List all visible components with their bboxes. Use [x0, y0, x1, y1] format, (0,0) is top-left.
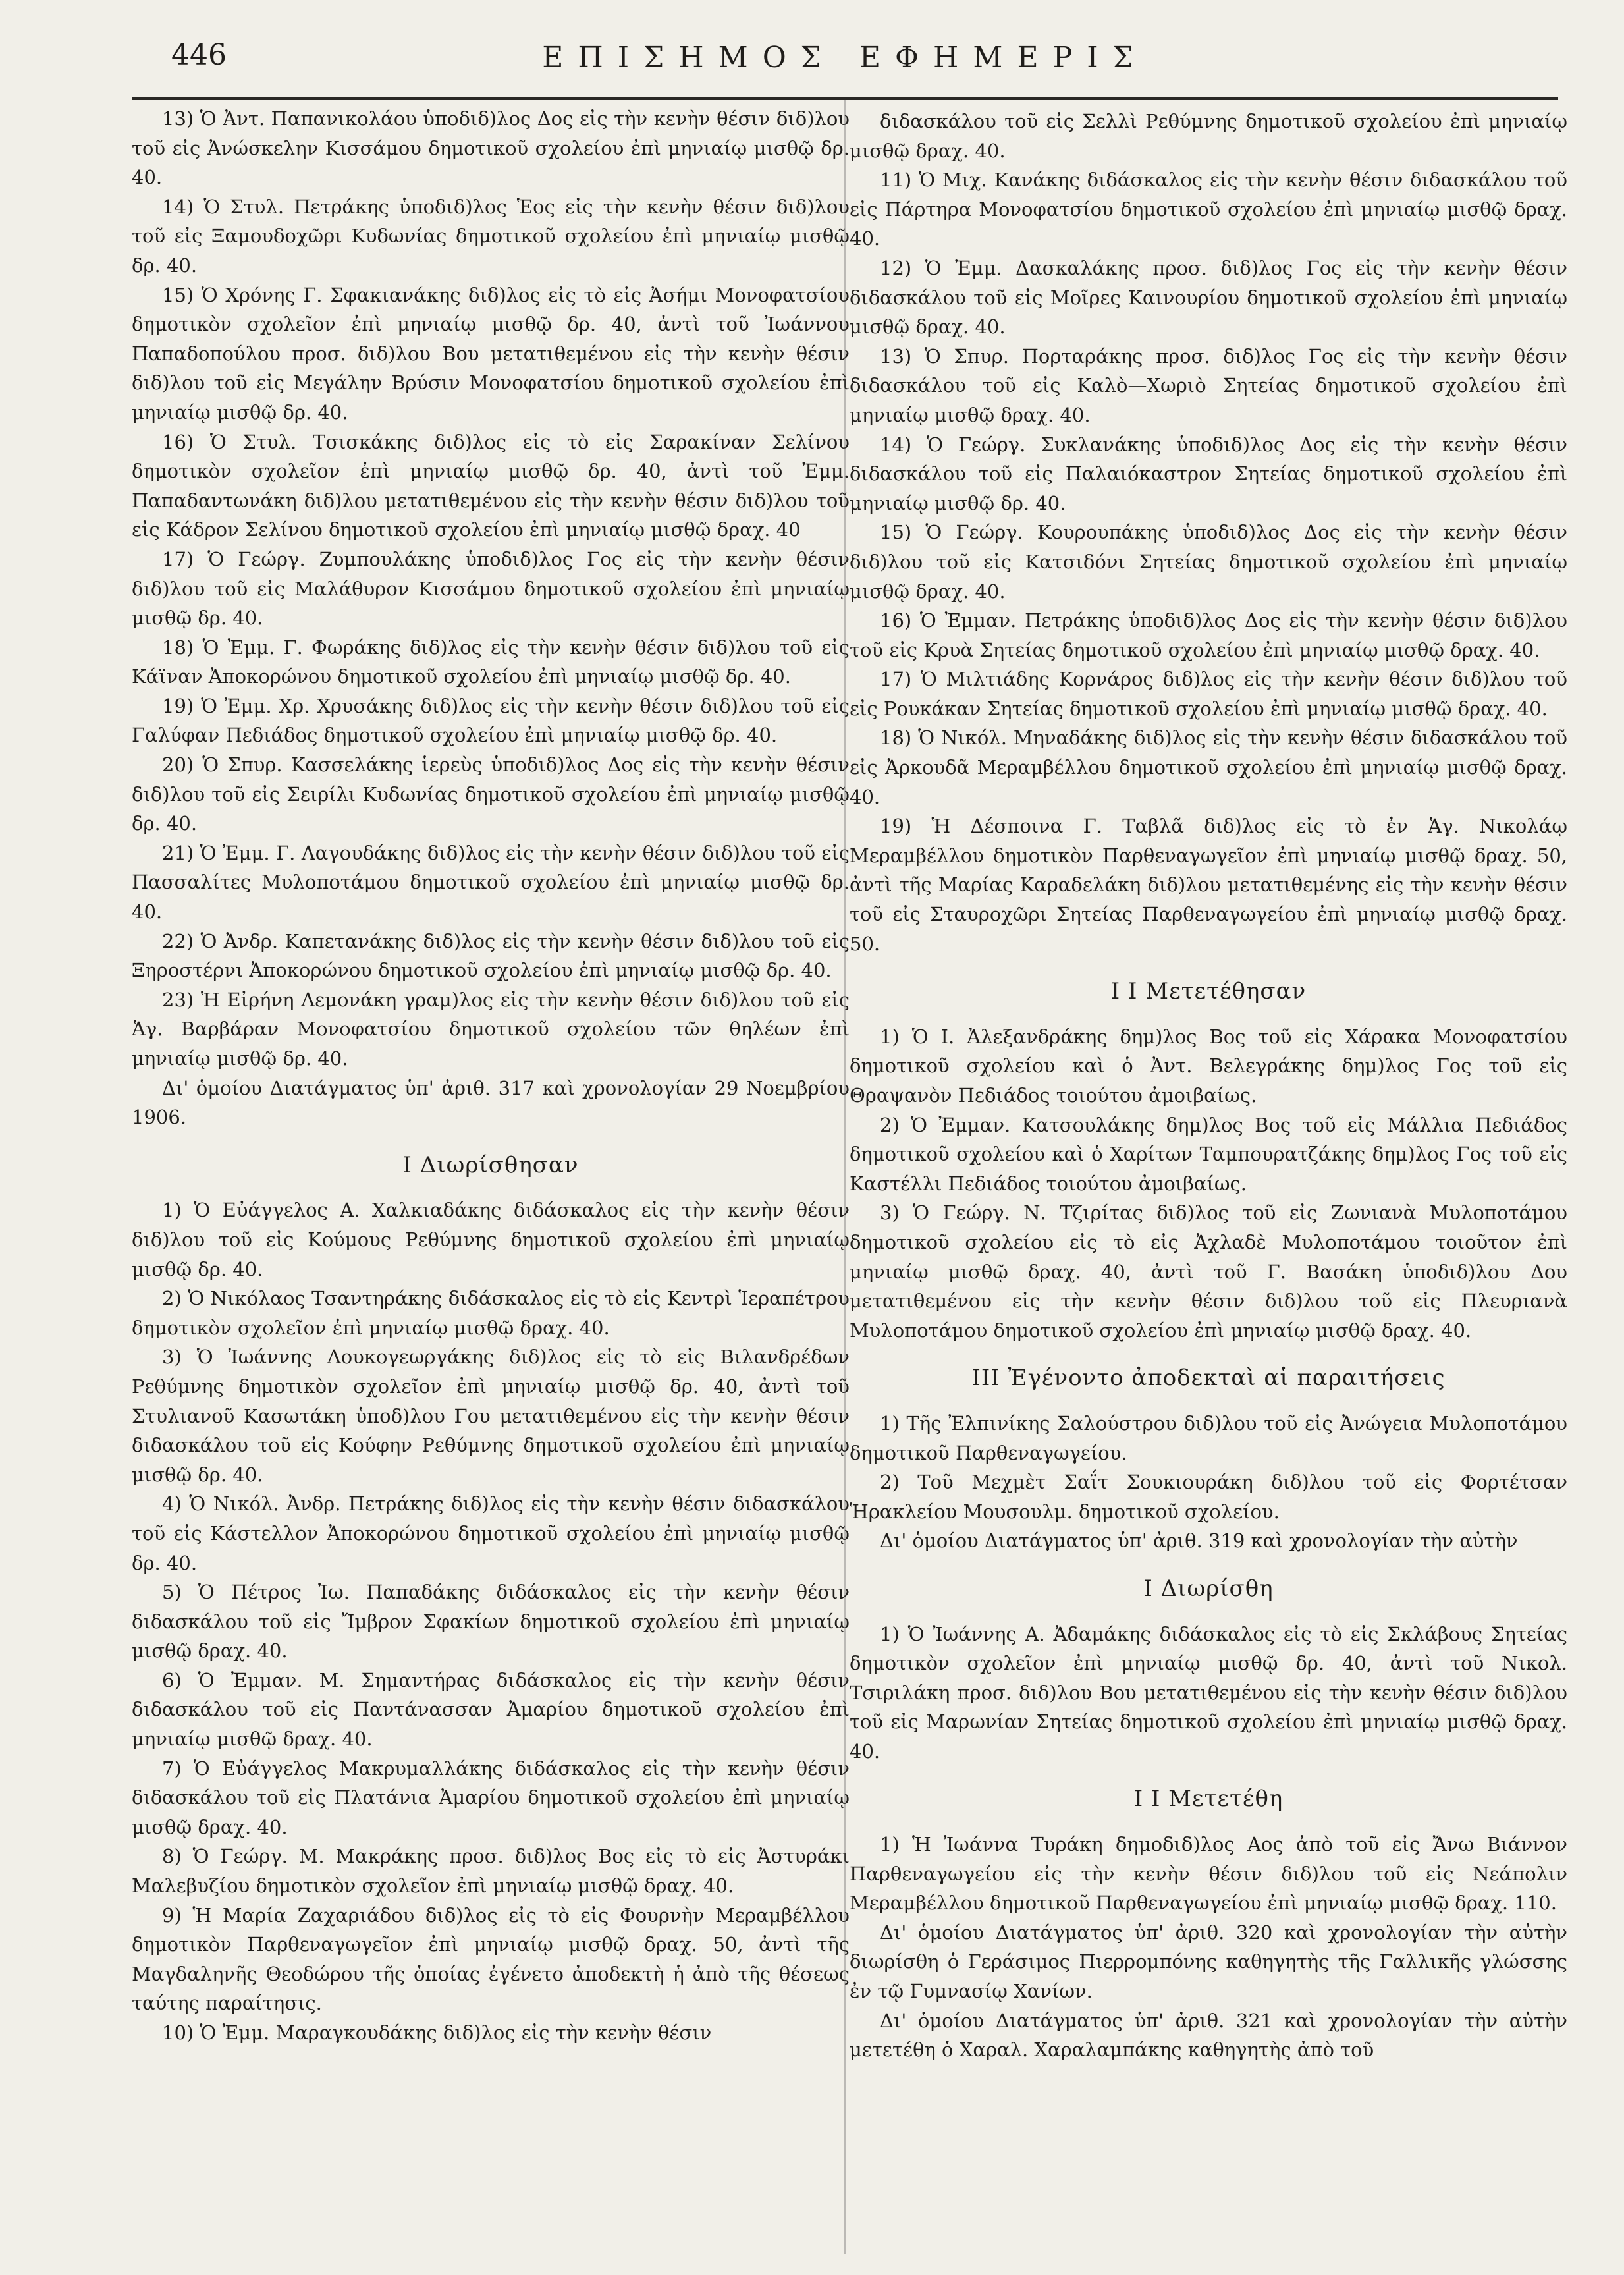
decree-paragraph: 7) Ὁ Εὐάγγελος Μακρυμαλλάκης διδάσκαλος εἰς τὴν κενὴν θέσιν διδασκάλου τοῦ εἰς Πλατάνια Ἀμαρίου δημοτικοῦ σχολείου ἐπὶ μηνιαίῳ μισθῷ δραχ. 40. [132, 1757, 850, 1838]
decree-paragraph: 4) Ὁ Νικόλ. Ἀνδρ. Πετράκης διδ)λος εἰς τὴν κενὴν θέσιν διδασκάλου τοῦ εἰς Κάστελλον Ἀποκορώνου δημοτικοῦ σχολείου ἐπὶ μηνιαίῳ μισθῷ δρ. 40. [132, 1493, 850, 1574]
section-heading-transferred: Ι Ι Μετετέθησαν [1110, 978, 1307, 1005]
transfer-single-items [850, 1830, 1567, 2065]
decree-paragraph: 1) Ὁ Ι. Ἀλεξανδράκης δημ)λος Βος τοῦ εἰς Χάρακα Μονοφατσίου δημοτικοῦ σχολείου καὶ ὁ Ἀντ. Βελεγράκης δημ)λος Γος τοῦ εἰς Θραψανὸν Πεδιάδος τοιούτου ἀμοιβαίως. [850, 1025, 1567, 1107]
decree-paragraph: 2) Ὁ Νικόλαος Τσαντηράκης διδάσκαλος εἰς τὸ εἰς Κεντρὶ Ἱεραπέτρου δημοτικὸν σχολεῖον ἐπὶ μηνιαίῳ μισθῷ δραχ. 40. [132, 1287, 850, 1339]
decree-paragraph: 16) Ὁ Ἐμμαν. Πετράκης ὑποδιδ)λος Δος εἰς τὴν κενὴν θέσιν διδ)λου τοῦ εἰς Κρυὰ Σητείας δημοτικοῦ σχολείου ἐπὶ μηνιαίῳ μισθῷ δραχ. 40. [850, 609, 1567, 661]
decree-paragraph: Δι' ὁμοίου Διατάγματος ὑπ' ἀριθ. 321 καὶ χρονολογίαν τὴν αὐτὴν μετετέθη ὁ Χαραλ. Χαραλαμπάκης καθηγητὴς ἀπὸ τοῦ [850, 2009, 1567, 2062]
decree-paragraph: 2) Τοῦ Μεχμὲτ Σαΐτ Σουκιουράκη διδ)λου τοῦ εἰς Φορτέτσαν Ἡρακλείου Μουσουλμ. δημοτικοῦ σχολείου. [850, 1471, 1567, 1523]
decree-paragraph: 17) Ὁ Γεώργ. Ζυμπουλάκης ὑποδιδ)λος Γος εἰς τὴν κενὴν θέσιν διδ)λου τοῦ εἰς Μαλάθυρον Κισσάμου δημοτικοῦ σχολείου ἐπὶ μηνιαίῳ μισθῷ δρ. 40. [132, 547, 850, 630]
decree-paragraph: 22) Ὁ Ἀνδρ. Καπετανάκης διδ)λος εἰς τὴν κενὴν θέσιν διδ)λου τοῦ εἰς Ξηροστέρνι Ἀποκορώνου δημοτικοῦ σχολείου ἐπὶ μηνιαίῳ μισθῷ δρ. 40. [132, 929, 850, 982]
transfer-items [850, 1022, 1567, 1346]
decree-paragraph: 3) Ὁ Ἰωάννης Λουκογεωργάκης διδ)λος εἰς τὸ εἰς Βιλανδρέδων Ρεθύμνης δημοτικὸν σχολεῖον ἐπὶ μηνιαίῳ μισθῷ δρ. 40, ἀντὶ τοῦ Στυλιανοῦ Κασωτάκη ὑποδ)λου Γου μετατιθεμένου εἰς τὴν κενὴν θέσιν διδασκάλου τοῦ εἰς Κούφην Ρεθύμνης δημοτικοῦ σχολείου ἐπὶ μηνιαίῳ μισθῷ δρ. 40. [132, 1346, 850, 1486]
decree-items-continued [850, 107, 1567, 958]
decree-paragraph: 5) Ὁ Πέτρος Ἰω. Παπαδάκης διδάσκαλος εἰς τὴν κενὴν θέσιν διδασκάλου τοῦ εἰς Ἴμβρον Σφακίων δημοτικοῦ σχολείου ἐπὶ μηνιαίῳ μισθῷ δραχ. 40. [132, 1581, 850, 1662]
decree-paragraph: 1) Ὁ Εὐάγγελος Α. Χαλκιαδάκης διδάσκαλος εἰς τὴν κενὴν θέσιν διδ)λου τοῦ εἰς Κούμους Ρεθύμνης δημοτικοῦ σχολείου ἐπὶ μηνιαίῳ μισθῷ δρ. 40. [132, 1199, 850, 1280]
decree-paragraph: 9) Ἡ Μαρία Ζαχαριάδου διδ)λος εἰς τὸ εἰς Φουρνὴν Μεραμβέλλου δημοτικὸν Παρθεναγωγεῖον ἐπὶ μηνιαίῳ μισθῷ δραχ. 50, ἀντὶ τῆς Μαγδαληνῆς Θεοδώρου τῆς ὁποίας ἐγένετο ἀποδεκτὴ ἡ ἀπὸ τῆς θέσεως ταύτης παραίτησις. [132, 1904, 850, 2015]
decree-paragraph: 21) Ὁ Ἐμμ. Γ. Λαγουδάκης διδ)λος εἰς τὴν κενὴν θέσιν διδ)λου τοῦ εἰς Πασσαλίτες Μυλοποτάμου δημοτικοῦ σχολείου ἐπὶ μηνιαίῳ μισθῷ δρ. 40. [132, 841, 850, 923]
decree-paragraph: Δι' ὁμοίου Διατάγματος ὑπ' ἀριθ. 317 καὶ χρονολογίαν 29 Νοεμβρίου 1906. [132, 1076, 850, 1129]
decree-paragraph: διδασκάλου τοῦ εἰς Σελλὶ Ρεθύμνης δημοτικοῦ σχολείου ἐπὶ μηνιαίῳ μισθῷ δραχ. 40. [850, 110, 1567, 162]
left-column [132, 104, 850, 2258]
section-heading-appointed-single: Ι Διωρίσθη [1143, 1575, 1274, 1602]
decree-paragraph: 16) Ὁ Στυλ. Τσισκάκης διδ)λος εἰς τὸ εἰς Σαρακίναν Σελίνου δημοτικὸν σχολεῖον ἐπὶ μηνιαίῳ μισθῷ δρ. 40, ἀντὶ τοῦ Ἐμμ. Παπαδαντωνάκη διδ)λου μετατιθεμένου εἰς τὴν κενὴν θέσιν διδ)λου τοῦ εἰς Κάδρον Σελίνου δημοτικοῦ σχολείου ἐπὶ μηνιαίῳ μισθῷ δραχ. 40 [132, 430, 850, 541]
section-heading-transferred-single: Ι Ι Μετετέθη [1133, 1786, 1284, 1813]
decree-paragraph: 15) Ὁ Χρόνης Γ. Σφακιανάκης διδ)λος εἰς τὸ εἰς Ἀσήμι Μονοφατσίου δημοτικὸν σχολεῖον ἐπὶ μηνιαίῳ μισθῷ δρ. 40, ἀντὶ τοῦ Ἰωάννου Παπαδοπούλου προσ. διδ)λου Βου μετατιθεμένου εἰς τὴν κενὴν θέσιν διδ)λου τοῦ εἰς Μεγάλην Βρύσιν Μονοφατσίου δημοτικοῦ σχολείου ἐπὶ μηνιαίῳ μισθῷ δρ. 40. [132, 283, 850, 424]
decree-paragraph: 14) Ὁ Γεώργ. Συκλανάκης ὑποδιδ)λος Δος εἰς τὴν κενὴν θέσιν διδασκάλου τοῦ εἰς Παλαιόκαστρον Σητείας δημοτικοῦ σχολείου ἐπὶ μηνιαίῳ μισθῷ δρ. 40. [850, 433, 1567, 514]
decree-items-b [132, 1195, 850, 2047]
section-heading-resignations: ΙΙΙ Ἐγένοντο ἀποδεκταὶ αἱ παραιτήσεις [971, 1365, 1446, 1392]
decree-paragraph: 6) Ὁ Ἐμμαν. Μ. Σημαντήρας διδάσκαλος εἰς τὴν κενὴν θέσιν διδασκάλου τοῦ εἰς Παντάνασσαν Ἀμαρίου δημοτικοῦ σχολείου ἐπὶ μηνιαίῳ μισθῷ δραχ. 40. [132, 1668, 850, 1751]
decree-paragraph: 1) Ἡ Ἰωάννα Τυράκη δημοδιδ)λος Αος ἀπὸ τοῦ εἰς Ἄνω Βιάννον Παρθεναγωγείου εἰς τὴν κενὴν θέσιν διδ)λου τοῦ εἰς Νεάπολιν Μεραμβέλλου δημοτικοῦ Παρθεναγωγείου ἐπὶ μηνιαίῳ μισθῷ δραχ. 110. [850, 1833, 1567, 1915]
decree-paragraph: 3) Ὁ Γεώργ. Ν. Τζιρίτας διδ)λος τοῦ εἰς Ζωνιανὰ Μυλοποτάμου δημοτικοῦ σχολείου εἰς τὸ εἰς Ἀχλαδὲ Μυλοποτάμου τοιοῦτον ἐπὶ μηνιαίῳ μισθῷ δραχ. 40, ἀντὶ τοῦ Γ. Βασάκη ὑποδιδ)λου Δου μετατιθεμένου εἰς τὴν κενὴν θέσιν διδ)λου τοῦ εἰς Πλευριανὰ Μυλοποτάμου δημοτικοῦ σχολείου ἐπὶ μηνιαίῳ μισθῷ δραχ. 40. [850, 1201, 1567, 1342]
decree-paragraph: 19) Ἡ Δέσποινα Γ. Ταβλᾶ διδ)λος εἰς τὸ ἐν Ἁγ. Νικολάῳ Μεραμβέλλου δημοτικὸν Παρθεναγωγεῖον ἐπὶ μηνιαίῳ μισθῷ δραχ. 50, ἀντὶ τῆς Μαρίας Καραδελάκη διδ)λου μετατιθεμένης εἰς τὴν κενὴν θέσιν τοῦ εἰς Σταυροχῶρι Σητείας Παρθεναγωγείου ἐπὶ μηνιαίῳ μισθῷ δραχ. 50. [850, 815, 1567, 955]
decree-paragraph: 23) Ἡ Εἰρήνη Λεμονάκη γραμ)λος εἰς τὴν κενὴν θέσιν διδ)λου τοῦ εἰς Ἁγ. Βαρβάραν Μονοφατσίου δημοτικοῦ σχολείου τῶν θηλέων ἐπὶ μηνιαίῳ μισθῷ δρ. 40. [132, 988, 850, 1070]
decree-paragraph: 17) Ὁ Μιλτιάδης Κορνάρος διδ)λος εἰς τὴν κενὴν θέσιν διδ)λου τοῦ εἰς Ρουκάκαν Σητείας δημοτικοῦ σχολείου ἐπὶ μηνιαίῳ μισθῷ δραχ. 40. [850, 668, 1567, 720]
decree-paragraph: 14) Ὁ Στυλ. Πετράκης ὑποδιδ)λος Ἑος εἰς τὴν κενὴν θέσιν διδ)λου τοῦ εἰς Ξαμουδοχῶρι Κυδωνίας δημοτικοῦ σχολείου ἐπὶ μηνιαίῳ μισθῷ δρ. 40. [132, 195, 850, 277]
decree-paragraph: 12) Ὁ Ἐμμ. Δασκαλάκης προσ. διδ)λος Γος εἰς τὴν κενὴν θέσιν διδασκάλου τοῦ εἰς Μοῖρες Καινουρίου δημοτικοῦ σχολείου ἐπὶ μηνιαίῳ μισθῷ δραχ. 40. [850, 256, 1567, 339]
page-number: 446 [171, 38, 227, 72]
decree-paragraph: 10) Ὁ Ἐμμ. Μαραγκουδάκης διδ)λος εἰς τὴν κενὴν θέσιν [162, 2021, 712, 2044]
decree-paragraph: Δι' ὁμοίου Διατάγματος ὑπ' ἀριθ. 320 καὶ χρονολογίαν τὴν αὐτὴν διωρίσθη ὁ Γεράσιμος Πιερρομπόνης καθηγητὴς τῆς Γαλλικῆς γλώσσης ἐν τῷ Γυμνασίῳ Χανίων. [850, 1921, 1567, 2003]
decree-paragraph: 1) Τῆς Ἐλπινίκης Σαλούστρου διδ)λου τοῦ εἰς Ἀνώγεια Μυλοποτάμου δημοτικοῦ Παρθεναγωγείου. [850, 1412, 1567, 1464]
decree-paragraph: 1) Ὁ Ἰωάννης Α. Ἀδαμάκης διδάσκαλος εἰς τὸ εἰς Σκλάβους Σητείας δημοτικὸν σχολεῖον ἐπὶ μηνιαίῳ μισθῷ δρ. 40, ἀντὶ τοῦ Νικολ. Τσιριλάκη προσ. διδ)λου Βου μετατιθεμένου εἰς τὴν κενὴν θέσιν διδ)λου τοῦ εἰς Μαρωνίαν Σητείας δημοτικοῦ σχολείου ἐπὶ μηνιαίῳ μισθῷ δραχ. 40. [850, 1622, 1567, 1763]
decree-paragraph: 18) Ὁ Νικόλ. Μηναδάκης διδ)λος εἰς τὴν κενὴν θέσιν διδασκάλου τοῦ εἰς Ἀρκουδᾶ Μεραμβέλλου δημοτικοῦ σχολείου ἐπὶ μηνιαίῳ μισθῷ δραχ. 40. [850, 726, 1567, 808]
section-heading-appointed: Ι Διωρίσθησαν [402, 1151, 579, 1178]
decree-paragraph: 2) Ὁ Ἐμμαν. Κατσουλάκης δημ)λος Βος τοῦ εἰς Μάλλια Πεδιάδος δημοτικοῦ σχολείου καὶ ὁ Χαρίτων Ταμπουρατζάκης δημ)λος Γος τοῦ εἰς Καστέλλι Πεδιάδος τοιούτου ἀμοιβαίως. [850, 1113, 1567, 1195]
decree-paragraph: 20) Ὁ Σπυρ. Κασσελάκης ἱερεὺς ὑποδιδ)λος Δος εἰς τὴν κενὴν θέσιν διδ)λου τοῦ εἰς Σειρίλι Κυδωνίας δημοτικοῦ σχολείου ἐπὶ μηνιαίῳ μισθῷ δρ. 40. [132, 754, 850, 835]
decree-paragraph: 11) Ὁ Μιχ. Κανάκης διδάσκαλος εἰς τὴν κενὴν θέσιν διδασκάλου τοῦ εἰς Πάρτηρα Μονοφατσίου δημοτικοῦ σχολείου ἐπὶ μηνιαίῳ μισθῷ δραχ. 40. [850, 169, 1567, 250]
decree-paragraph: 19) Ὁ Ἐμμ. Χρ. Χρυσάκης διδ)λος εἰς τὴν κενὴν θέσιν διδ)λου τοῦ εἰς Γαλύφαν Πεδιάδος δημοτικοῦ σχολείου ἐπὶ μηνιαίῳ μισθῷ δρ. 40. [132, 694, 850, 747]
column-divider [844, 100, 846, 2254]
decree-items-a [132, 104, 850, 1132]
page-header [132, 33, 1558, 82]
decree-paragraph: Δι' ὁμοίου Διατάγματος ὑπ' ἀριθ. 319 καὶ χρονολογίαν τὴν αὐτὴν [880, 1529, 1518, 1552]
resignation-items [850, 1409, 1567, 1556]
right-column [850, 107, 1567, 2261]
decree-paragraph: 13) Ὁ Σπυρ. Πορταράκης προσ. διδ)λος Γος εἰς τὴν κενὴν θέσιν διδασκάλου τοῦ εἰς Καλὸ—Χωριὸ Σητείας δημοτικοῦ σχολείου ἐπὶ μηνιαίῳ μισθῷ δραχ. 40. [850, 344, 1567, 426]
decree-paragraph: 13) Ὁ Ἀντ. Παπανικολάου ὑποδιδ)λος Δος εἰς τὴν κενὴν θέσιν διδ)λου τοῦ εἰς Ἀνώσκελην Κισσάμου δημοτικοῦ σχολείου ἐπὶ μηνιαίῳ μισθῷ δρ. 40. [132, 107, 850, 189]
appointment-items [850, 1620, 1567, 1767]
decree-paragraph: 8) Ὁ Γεώργ. Μ. Μακράκης προσ. διδ)λος Βος εἰς τὸ εἰς Ἀστυράκι Μαλεβυζίου δημοτικὸν σχολεῖον ἐπὶ μηνιαίῳ μισθῷ δραχ. 40. [132, 1845, 850, 1898]
decree-paragraph: 18) Ὁ Ἐμμ. Γ. Φωράκης διδ)λος εἰς τὴν κενὴν θέσιν διδ)λου τοῦ εἰς Κάϊναν Ἀποκορώνου δημοτικοῦ σχολείου ἐπὶ μηνιαίῳ μισθῷ δρ. 40. [132, 636, 850, 688]
decree-paragraph: 15) Ὁ Γεώργ. Κουρουπάκης ὑποδιδ)λος Δος εἰς τὴν κενὴν θέσιν διδ)λου τοῦ εἰς Κατσιδόνι Σητείας δημοτικοῦ σχολείου ἐπὶ μηνιαίῳ μισθῷ δραχ. 40. [850, 521, 1567, 603]
gazette-title: ΕΠΙΣΗΜΟΣ ΕΦΗΜΕΡΙΣ [542, 41, 1148, 74]
